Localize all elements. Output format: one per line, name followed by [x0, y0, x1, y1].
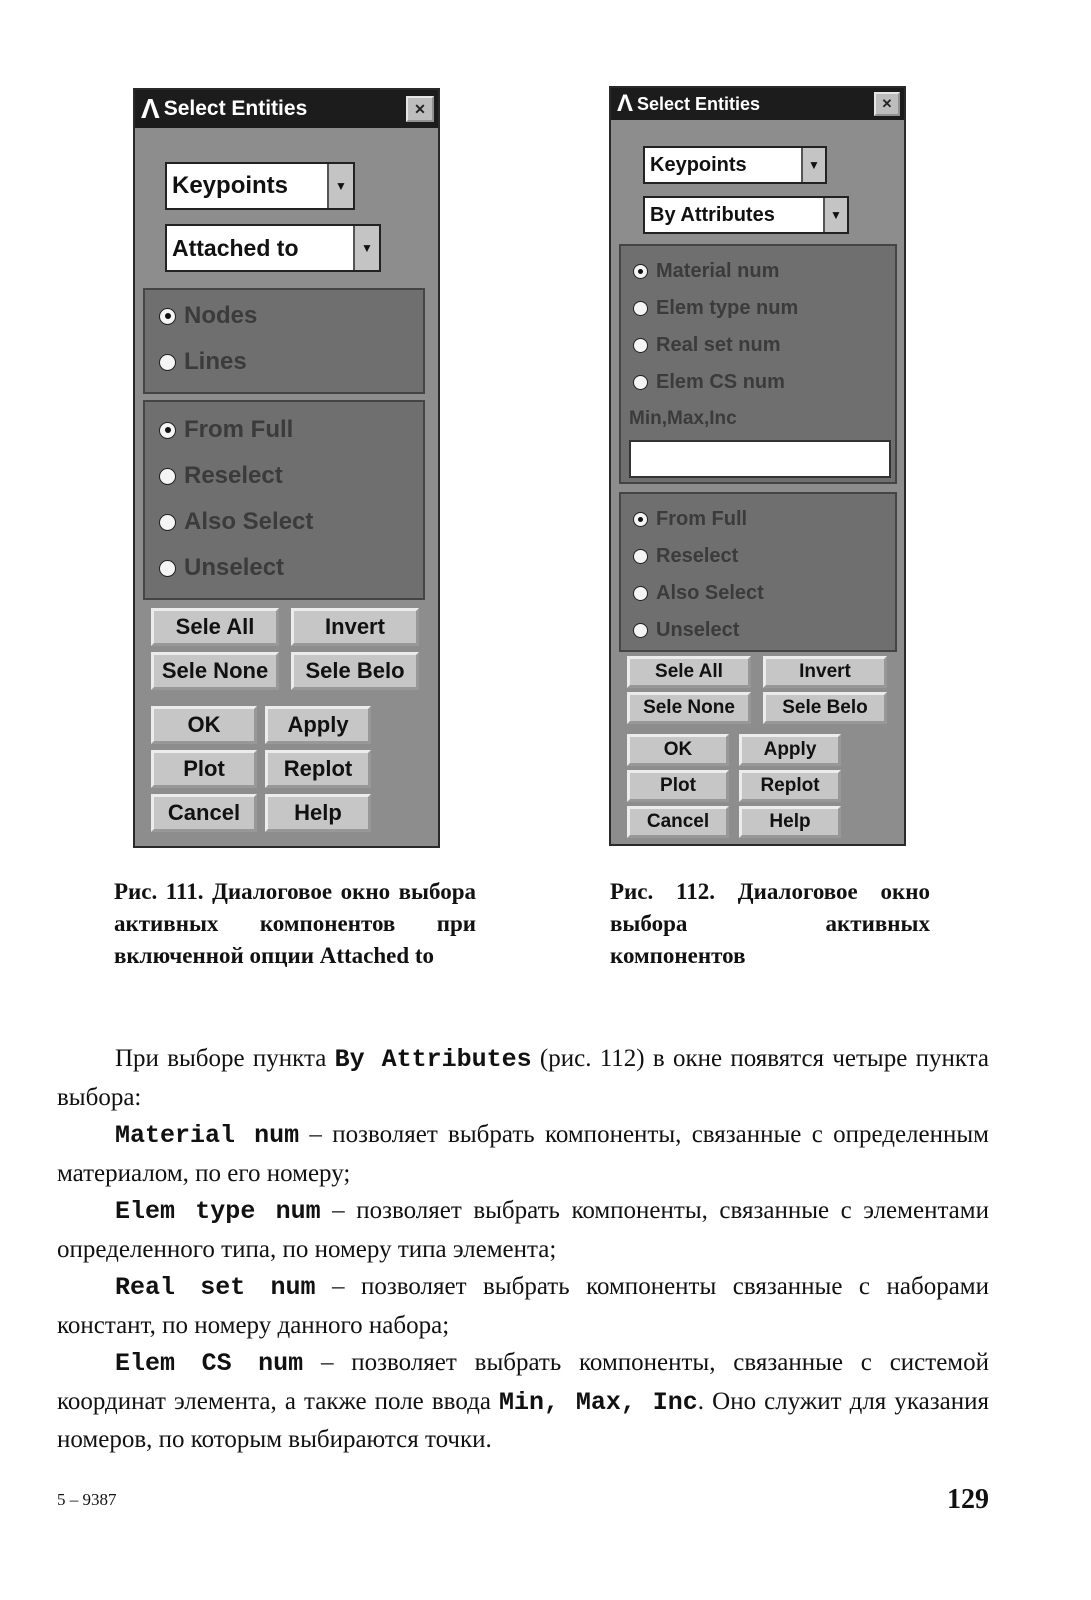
- radio-unselect[interactable]: [633, 619, 739, 642]
- dialog-select-entities-by-attributes: [609, 86, 906, 846]
- radio-lines[interactable]: [159, 348, 247, 376]
- criteria-group: [619, 244, 897, 484]
- radio-selected-icon: [159, 422, 176, 439]
- selection-method-select[interactable]: [165, 224, 381, 272]
- radio-selected-icon: [633, 512, 648, 527]
- radio-label: Reselect: [184, 462, 283, 489]
- plot-button[interactable]: Plot: [151, 750, 257, 788]
- sele-belo-button[interactable]: Sele Belo: [763, 692, 887, 724]
- radio-from-full[interactable]: [159, 416, 293, 444]
- radio-from-full[interactable]: [633, 508, 747, 531]
- radio-reselect[interactable]: [159, 462, 283, 490]
- plot-button[interactable]: Plot: [627, 770, 729, 802]
- paragraph-real-set-num: [57, 1268, 989, 1344]
- criteria-group: [143, 288, 425, 394]
- dialog-select-entities-attached: [133, 88, 440, 848]
- radio-reselect[interactable]: [633, 545, 738, 568]
- mode-group: [619, 492, 897, 652]
- radio-label: Elem type num: [656, 297, 799, 319]
- range-label: Min,Max,Inc: [629, 408, 737, 429]
- body-text: [57, 1040, 989, 1459]
- figure-112-caption: Рис. 112. Диалоговое окно выбора активных компонентов: [610, 879, 930, 968]
- paragraph-intro: [57, 1040, 989, 1116]
- text-run: (рис. 112) в окне появятся четыре пункта выбора:: [57, 1045, 989, 1111]
- radio-label: From Full: [184, 416, 294, 443]
- paragraph-material-num: [57, 1116, 989, 1192]
- dialog-titlebar: [135, 90, 438, 128]
- radio-label: Nodes: [184, 302, 258, 329]
- entity-type-value: Keypoints: [172, 172, 289, 199]
- chevron-down-icon[interactable]: ▼: [823, 198, 847, 232]
- radio-icon: [633, 338, 648, 353]
- radio-nodes[interactable]: [159, 302, 257, 330]
- selection-method-value: Attached to: [172, 234, 299, 261]
- radio-icon: [159, 354, 176, 371]
- radio-icon: [633, 623, 648, 638]
- radio-label: Lines: [184, 348, 247, 375]
- code-min-max-inc: Min, Max, Inc: [499, 1387, 698, 1417]
- signature-mark: 5 – 9387: [57, 1490, 117, 1509]
- min-max-inc-input[interactable]: [629, 440, 891, 478]
- entity-type-select[interactable]: [165, 162, 355, 210]
- radio-selected-icon: [633, 264, 648, 279]
- code-elem-type-num: Elem type num: [115, 1197, 321, 1226]
- entity-type-select[interactable]: [643, 146, 827, 184]
- ok-button[interactable]: OK: [627, 734, 729, 766]
- cancel-button[interactable]: Cancel: [151, 794, 257, 832]
- radio-real-set-num[interactable]: [633, 334, 780, 357]
- paragraph-elem-type-num: [57, 1192, 989, 1268]
- sele-none-button[interactable]: Sele None: [151, 652, 279, 690]
- selection-method-select[interactable]: [643, 196, 849, 234]
- apply-button[interactable]: Apply: [265, 706, 371, 744]
- ok-button[interactable]: OK: [151, 706, 257, 744]
- replot-button[interactable]: Replot: [739, 770, 841, 802]
- radio-material-num[interactable]: [633, 260, 779, 283]
- radio-label: Real set num: [656, 334, 781, 356]
- ansys-logo-icon: Λ: [141, 93, 160, 124]
- text-run: При выборе пункта: [115, 1045, 335, 1072]
- mode-group: [143, 400, 425, 600]
- close-icon[interactable]: ✕: [874, 92, 900, 116]
- text-run: – позволяет выбрать компоненты связанные с наборами констант, по номеру данного набора;: [57, 1273, 989, 1339]
- dialog-titlebar: [611, 88, 904, 120]
- code-by-attributes: By Attributes: [334, 1045, 532, 1074]
- radio-also-select[interactable]: [159, 508, 313, 536]
- selection-method-value: By Attributes: [650, 203, 775, 226]
- radio-icon: [633, 586, 648, 601]
- chevron-down-icon[interactable]: ▼: [327, 164, 353, 208]
- radio-selected-icon: [159, 308, 176, 325]
- radio-label: Unselect: [656, 619, 740, 641]
- entity-type-value: Keypoints: [650, 153, 747, 176]
- invert-button[interactable]: Invert: [763, 656, 887, 688]
- radio-label: Elem CS num: [656, 371, 785, 393]
- invert-button[interactable]: Invert: [291, 608, 419, 646]
- radio-label: From Full: [656, 508, 748, 530]
- dialog-title: Select Entities: [637, 93, 761, 114]
- radio-icon: [159, 514, 176, 531]
- sele-all-button[interactable]: Sele All: [627, 656, 751, 688]
- radio-icon: [633, 301, 648, 316]
- close-icon[interactable]: ✕: [406, 96, 434, 122]
- code-elem-cs-num: Elem CS num: [115, 1349, 304, 1378]
- code-real-set-num: Real set num: [115, 1273, 316, 1302]
- radio-unselect[interactable]: [159, 554, 284, 582]
- ansys-logo-icon: Λ: [617, 90, 634, 117]
- radio-icon: [633, 375, 648, 390]
- replot-button[interactable]: Replot: [265, 750, 371, 788]
- text-run: – позволяет выбрать компоненты, связанные с системой координат элемента, а также поле ввода: [57, 1349, 989, 1415]
- sele-all-button[interactable]: Sele All: [151, 608, 279, 646]
- figure-111-caption: Рис. 111. Диалоговое окно выбора активных компонентов при включенной опции Attached to: [114, 879, 476, 968]
- radio-also-select[interactable]: [633, 582, 764, 605]
- page-number: 129: [947, 1484, 989, 1515]
- radio-label: Reselect: [656, 545, 739, 567]
- dialog-title: Select Entities: [163, 97, 308, 120]
- paragraph-elem-cs-num: [57, 1344, 989, 1459]
- radio-label: Also Select: [184, 508, 314, 535]
- chevron-down-icon[interactable]: ▼: [801, 148, 825, 182]
- code-material-num: Material num: [115, 1121, 300, 1150]
- radio-label: Material num: [656, 260, 780, 282]
- text-run: . Оно служит для указания номеров, по которым выбираются точки.: [57, 1387, 989, 1453]
- radio-label: Also Select: [656, 582, 764, 604]
- radio-elem-cs-num[interactable]: [633, 371, 785, 394]
- radio-icon: [633, 549, 648, 564]
- radio-icon: [159, 468, 176, 485]
- radio-icon: [159, 560, 176, 577]
- sele-belo-button[interactable]: Sele Belo: [291, 652, 419, 690]
- chevron-down-icon[interactable]: ▼: [353, 226, 379, 270]
- help-button[interactable]: Help: [265, 794, 371, 832]
- cancel-button[interactable]: Cancel: [627, 806, 729, 838]
- radio-label: Unselect: [184, 554, 285, 581]
- sele-none-button[interactable]: Sele None: [627, 692, 751, 724]
- text-run: – позволяет выбрать компоненты, связанные с определенным материалом, по его номеру;: [57, 1121, 989, 1187]
- help-button[interactable]: Help: [739, 806, 841, 838]
- text-run: – позволяет выбрать компоненты, связанные с элементами определенного типа, по номеру типа элемента;: [57, 1197, 989, 1263]
- radio-elem-type-num[interactable]: [633, 297, 798, 320]
- apply-button[interactable]: Apply: [739, 734, 841, 766]
